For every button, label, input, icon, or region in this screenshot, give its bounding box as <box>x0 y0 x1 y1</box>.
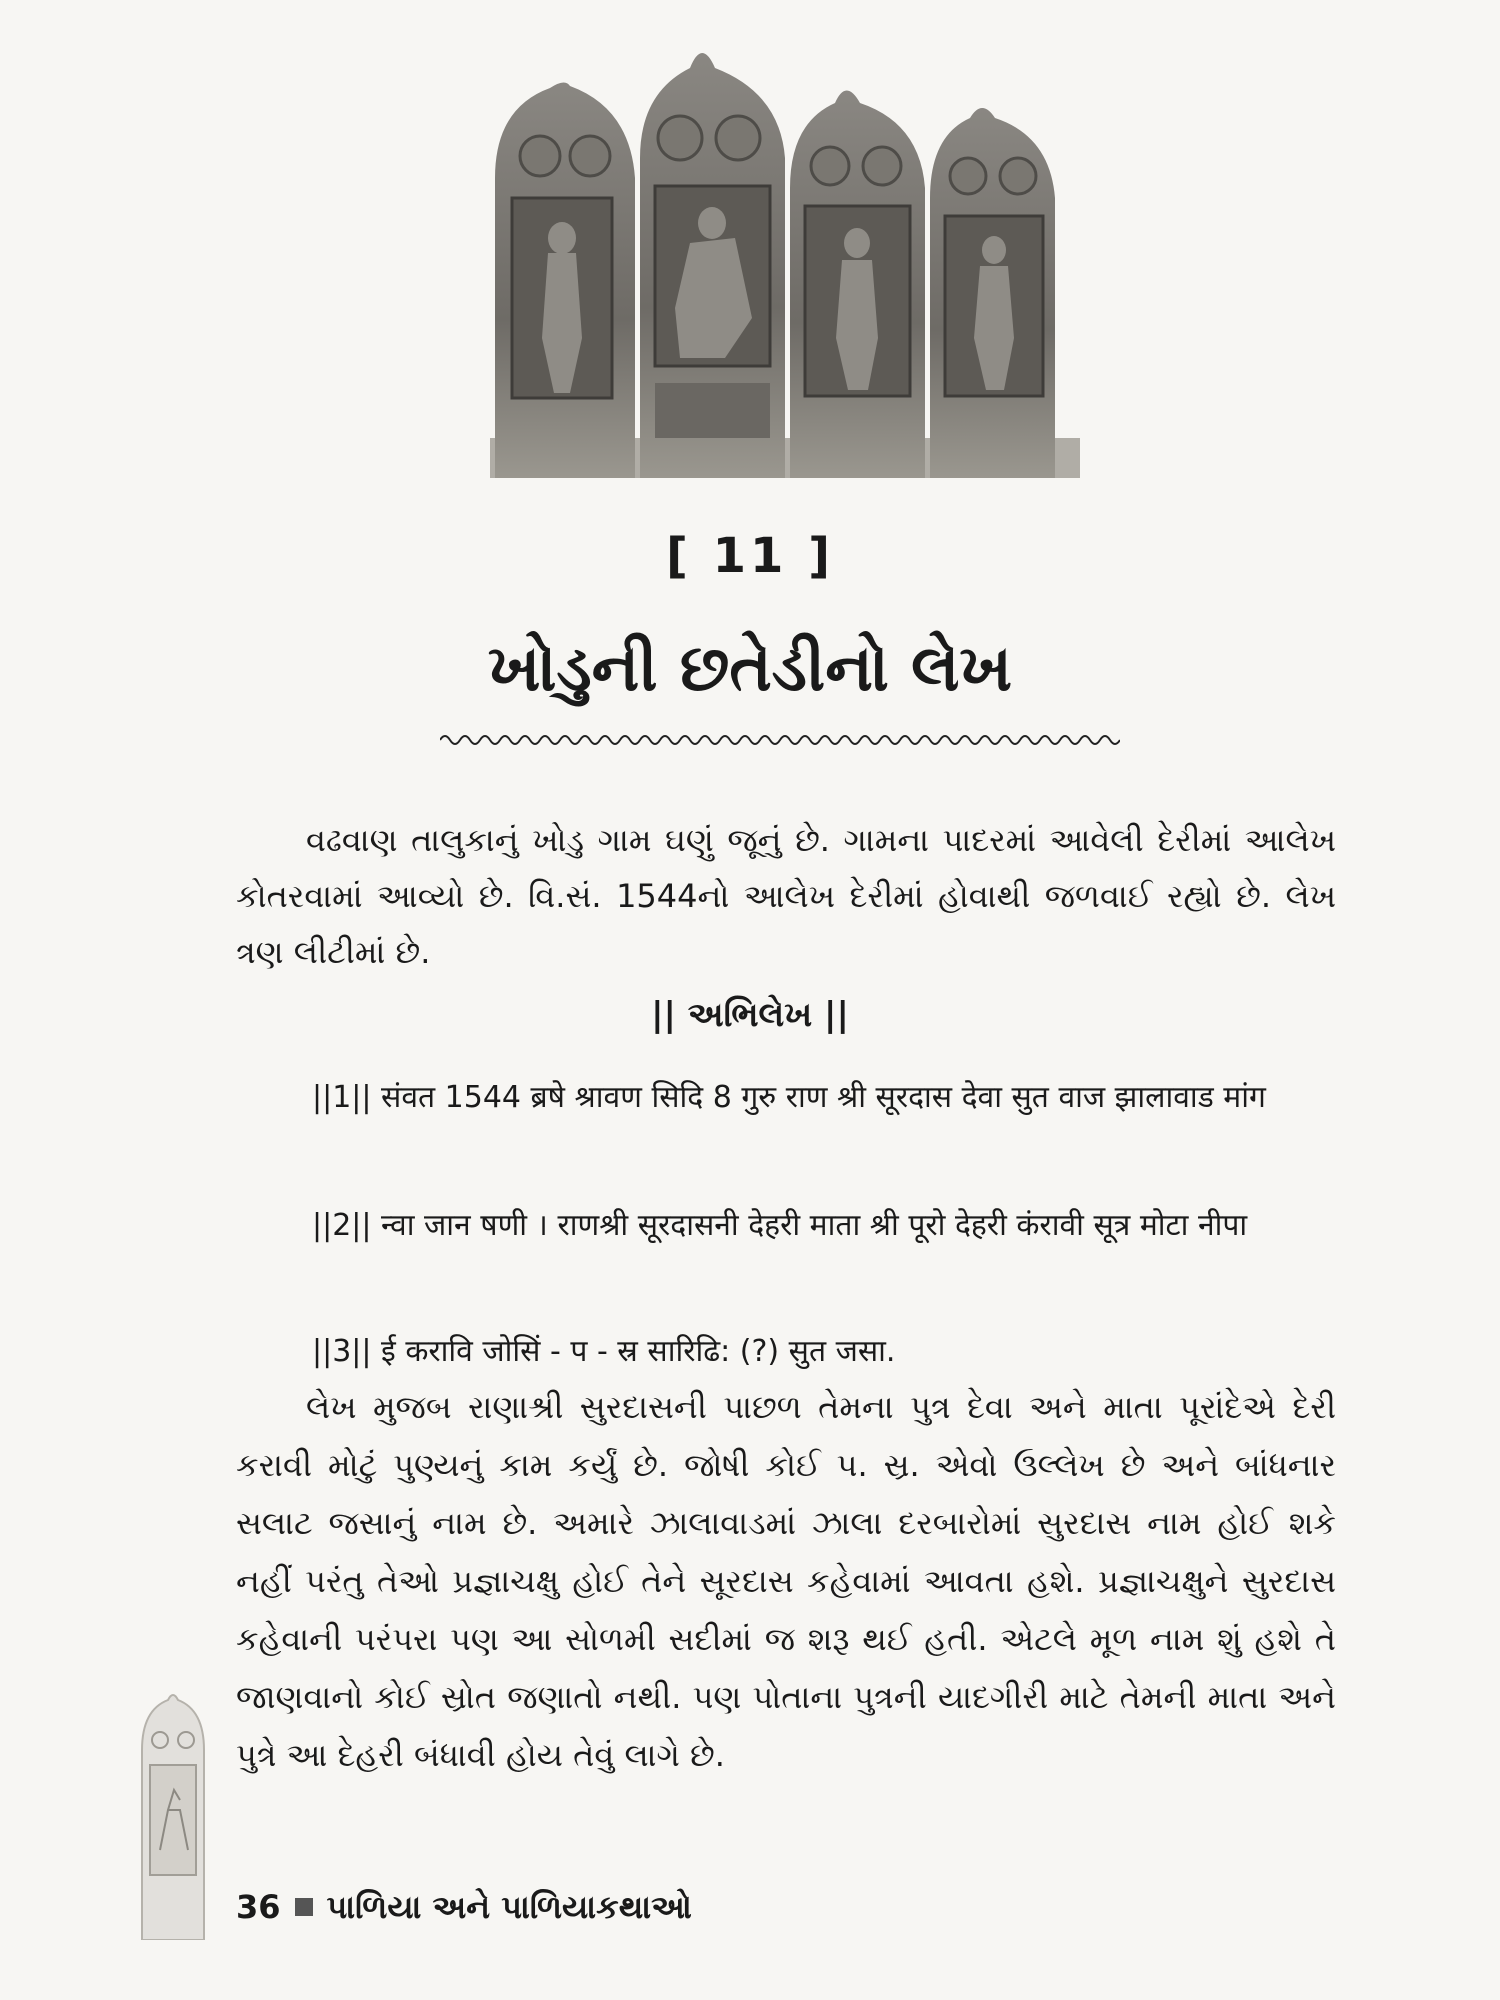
book-title: પાળિયા અને પાળિયાકથાઓ <box>326 1888 692 1926</box>
inscription-line-1: ||1|| संवत 1544 ब्रषे श्रावण सिदि 8 गुरु राण श्री सूरदास देवा सुत वाज झालावाड मांग <box>312 1080 1266 1115</box>
paliya-stone-ornament <box>138 1690 208 1940</box>
memorial-stones-photo <box>490 38 1080 478</box>
inscription-line-2: ||2|| न्वा जान षणी । राणश्री सूरदासनी देहरी माता श्री पूरो देहरी कंरावी सूत्र मोटा नीपा <box>312 1208 1248 1243</box>
memorial-stone-1 <box>495 82 635 478</box>
page-number: 36 <box>236 1888 281 1926</box>
memorial-stone-3 <box>790 91 925 479</box>
inscription-heading: || અભિલેખ || <box>651 995 849 1035</box>
chapter-number: [ 11 ] <box>665 528 835 584</box>
chapter-title: ખોડુની છતેડીનો લેખ <box>487 632 1013 706</box>
commentary-paragraph: લેખ મુજબ રાણાશ્રી સુરદાસની પાછળ તેમના પુત્ર દેવા અને માતા પૂરાંદેએ દેરી કરાવી મોટું પુણ્યનું કામ કર્યું છે. જોષી કોઈ પ. સ્ર. એવો ઉલ્લેખ છે અને બાંધનાર સલાટ જસાનું નામ છે. અમારે ઝાલાવાડમાં ઝાલા દરબારોમાં સુરદાસ નામ હોઈ શકે નહીં પરંતુ તેઓ પ્રજ્ઞાચક્ષુ હોઈ તેને સૂરદાસ કહેવામાં આવતા હશે. પ્રજ્ઞાચક્ષુને સુરદાસ કહેવાની પરંપરા પણ આ સોળમી સદીમાં જ શરૂ થઈ હતી. એટલે મૂળ નામ શું હશે તે જાણવાનો કોઈ સ્રોત જણાતો નથી. પણ પોતાના પુત્રની યાદગીરી માટે તેમની માતા અને પુત્રે આ દેહરી બંધાવી હોય તેવું લાગે છે. <box>236 1388 1336 1774</box>
memorial-stone-2 <box>640 53 785 478</box>
page-footer <box>236 1888 692 1927</box>
memorial-stone-4 <box>930 108 1055 478</box>
square-bullet-icon <box>295 1898 313 1916</box>
wavy-divider <box>440 728 1120 752</box>
intro-paragraph: વઢવાણ તાલુકાનું ખોડુ ગામ ઘણું જૂનું છે. ગામના પાદરમાં આવેલી દેરીમાં આલેખ કોતરવામાં આવ્યો છે. વિ.સં. 1544નો આલેખ દેરીમાં હોવાથી જળવાઈ રહ્યો છે. લેખ ત્રણ લીટીમાં છે. <box>236 821 1336 971</box>
inscription-line-3: ||3|| ई करावि जोसिं - प - स्र सारिढि: (?) सुत जसा. <box>312 1334 896 1369</box>
